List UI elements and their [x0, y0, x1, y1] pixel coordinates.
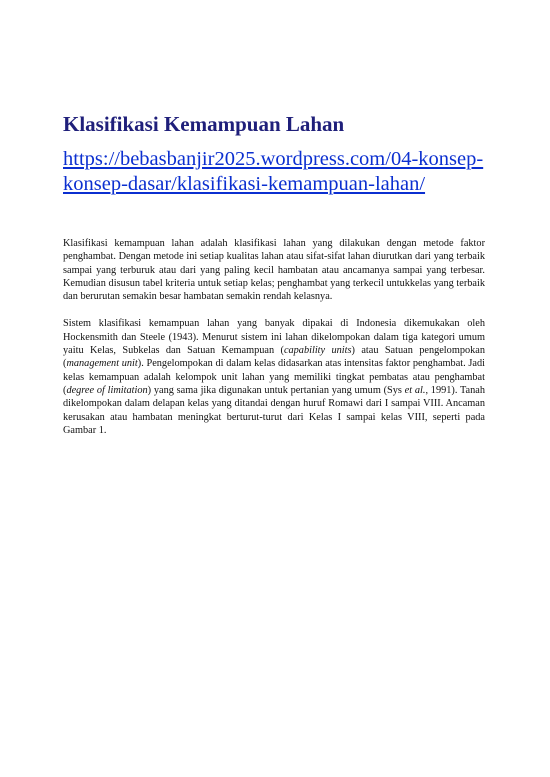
paragraph-2-text-1: Sistem klasifikasi kemampuan lahan yang banyak dipakai di Indonesia dikemukakan oleh Hockensmith dan Steele (1943). Menurut sistem ini lahan dikelompokan dalam tiga kategori umum yaitu Kelas, Subkelas dan Satuan Kemampuan (: [63, 318, 485, 357]
paragraph-2-text-5: , 1991). Tanah dikelompokan dalam delapan kelas yang ditandai dengan huruf Romawi dari I sampai VIII. Ancaman kerusakan atau hambatan meningkat berturut-turut dari Kelas I sampai kelas VIII, seperti pada Gambar 1.: [63, 384, 485, 436]
page-content: [63, 110, 485, 451]
paragraph-1: Klasifikasi kemampuan lahan adalah klasifikasi lahan yang dilakukan dengan metode faktor penghambat. Dengan metode ini setiap kualitas lahan atau sifat-sifat lahan diurutkan dari yang terbaik sampai yang terburuk atau dari yang paling kecil hambatan atau ancamanya sampai yang terbesar. Kemudian disusun tabel kriteria untuk setiap kelas; penghambat yang terkecil untukkelas yang terbaik dan berurutan semakin besar hambatan semakin rendah kelasnya.: [63, 238, 485, 303]
paragraph-2: [63, 317, 485, 437]
source-link[interactable]: https://bebasbanjir2025.wordpress.com/04-konsep-konsep-dasar/klasifikasi-kemampuan-lahan/: [63, 148, 484, 195]
paragraph-2-text-3: ). Pengelompokan di dalam kelas didasarkan atas intensitas faktor penghambat. Jadi kelas kemampuan adalah kelompok unit lahan yang memiliki tingkat pembatas atau penghambat (: [63, 358, 485, 396]
paragraph-2-italic-4: et al.: [404, 384, 426, 396]
paragraph-2-text-4: ) yang sama jika digunakan untuk pertanian yang umum (Sys: [147, 384, 405, 396]
paragraph-2-italic-1: capability units: [283, 345, 352, 357]
body-text: [63, 237, 485, 437]
document-title: Klasifikasi Kemampuan Lahan: [63, 112, 345, 136]
paragraph-2-italic-3: degree of limitation: [66, 384, 148, 396]
paragraph-2-italic-2: management unit: [66, 358, 138, 370]
paragraph-2-text-2: ) atau Satuan pengelompokan (: [63, 345, 485, 370]
